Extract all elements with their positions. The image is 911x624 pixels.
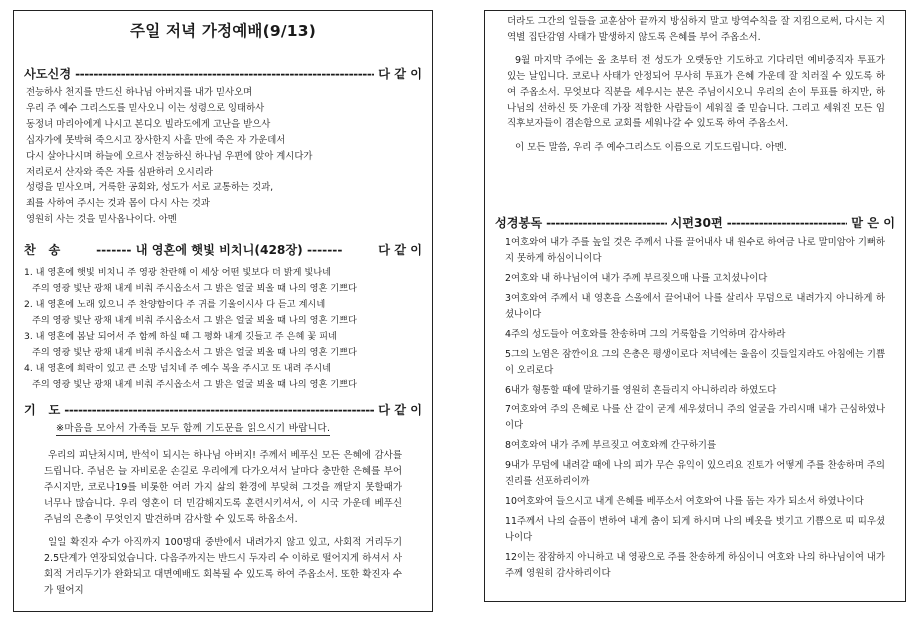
- left-bulletin-page: [13, 10, 433, 612]
- creed-text: [14, 85, 432, 228]
- creed-line: 성령을 믿사오며, 거룩한 공회와, 성도가 서로 교통하는 것과,: [26, 182, 274, 194]
- hymn-label: 찬 송: [24, 243, 61, 258]
- bible-passage: 시편30편: [670, 216, 723, 231]
- creed-label: 사도신경: [24, 67, 72, 81]
- hymn-verse-line: 1. 내 영혼에 햇빛 비치니 주 영광 찬란해 이 세상 어떤 빛보다 더 밝게 빛나네: [24, 267, 332, 279]
- hymn-title: ------- 내 영혼에 햇빛 비치니(428장) -------: [96, 243, 343, 258]
- creed-line: 죄를 사하여 주시는 것과 몸이 다시 사는 것과: [26, 198, 210, 210]
- bible-verse: 9내가 무덤에 내려갈 때에 나의 피가 무슨 유익이 있으리요 진토가 어떻게 주를 찬송하며 주의 진리를 선포하리이까: [505, 460, 885, 488]
- bible-verse: 10여호와여 들으시고 내게 은혜를 베푸소서 여호와여 나를 돕는 자가 되소서 하였나이다: [505, 495, 864, 507]
- prayer-text: [14, 448, 432, 598]
- prayer-reader: 다 같 이: [378, 403, 422, 418]
- creed-line: 십자가에 못박혀 죽으시고 장사한지 사흘 만에 죽은 자 가운데서: [26, 134, 286, 146]
- creed-line: 영원히 사는 것을 믿사옵나이다. 아멘: [26, 214, 177, 226]
- creed-line: 다시 살아나시며 하늘에 오르사 전능하신 하나님 우편에 앉아 계시다가: [26, 150, 313, 162]
- dash-leader: [64, 403, 374, 417]
- bible-verse: 11주께서 나의 슬픔이 변하여 내게 춤이 되게 하시며 나의 베옷을 벗기고 기쁨으로 띠 띠우셨나이다: [505, 515, 885, 543]
- bible-verse: 5그의 노염은 잠깐이요 그의 은총은 평생이로다 저녁에는 울음이 깃들일지라도 아침에는 기쁨이 오리로다: [505, 348, 885, 376]
- prayer-instruction-text: ※마음을 모아서 가족들 모두 함께 기도문을 읽으시기 바랍니다.: [56, 423, 331, 435]
- right-bulletin-page: [484, 10, 906, 602]
- bible-verse: 7여호와여 주의 은혜로 나를 산 같이 굳게 세우셨더니 주의 얼굴을 가리시매 내가 근심하였나이다: [505, 404, 885, 432]
- page-title: 주일 저녁 가정예배(9/13): [130, 22, 316, 40]
- prayer-continued: [485, 14, 905, 156]
- dash-leader: [727, 216, 847, 230]
- hymn-refrain-line: 주의 영광 빛난 광채 내게 비춰 주시옵소서 그 밝은 얼굴 뵈올 때 나의 영혼 기쁘다: [32, 314, 357, 326]
- hymn-refrain-line: 주의 영광 빛난 광채 내게 비춰 주시옵소서 그 밝은 얼굴 뵈올 때 나의 영혼 기쁘다: [32, 346, 357, 358]
- bible-reader: 맡 은 이: [851, 216, 895, 231]
- hymn-verse-line: 2. 내 영혼에 노래 있으니 주 찬양함이다 주 귀를 기울이시사 다 듣고 계시네: [24, 298, 326, 310]
- creed-reader: 다 같 이: [378, 67, 422, 81]
- bible-verse: 4주의 성도들아 여호와를 찬송하며 그의 거룩함을 기억하며 감사하라: [505, 328, 786, 340]
- creed-line: 저리로서 산자와 죽은 자를 심판하러 오시리라: [26, 166, 213, 178]
- prayer-paragraph: 9월 마지막 주에는 올 초부터 전 성도가 오랫동안 기도하고 기다리던 예비중직자 투표가 있는 날입니다. 코로나 사태가 안정되어 무사히 투표가 은혜 가운데 잘 치러질 수 있도록 하여 주옵소서. 무엇보다 직분을 세우시는 분은 주님이시오니 우리의 손이 투표를 하지만, 하나님의 선하신 뜻 가운데 가장 적합한 사람들이 세워질 줄 믿습니다. 그리고 세워진 모든 임직후보자들이 겸손함으로 교회를 세워나갈 수 있도록 하여 주옵소서.: [507, 54, 885, 130]
- prayer-heading: [14, 401, 432, 418]
- hymn-verse-line: 4. 내 영혼에 희락이 있고 큰 소망 넘치네 주 예수 복을 주시고 또 내려 주시네: [24, 362, 332, 374]
- bible-reading-heading: [485, 214, 905, 231]
- creed-line: 동정녀 마리아에게 나시고 본디오 빌라도에게 고난을 받으사: [26, 118, 271, 130]
- bible-reading-label: 성경봉독: [495, 216, 543, 231]
- bible-verse: 1여호와여 내가 주를 높일 것은 주께서 나를 끌어내사 내 원수로 하여금 나로 말미암아 기뻐하지 못하게 하심이니이다: [505, 237, 885, 265]
- bible-verse: 3여호와여 주께서 내 영혼을 스올에서 끌어내어 나를 살리사 무덤으로 내려가지 아니하게 하셨나이다: [505, 292, 885, 320]
- bible-verse: 6내가 형통할 때에 말하기를 영원히 흔들리지 아니하리라 하였도다: [505, 384, 777, 396]
- prayer-label: 기 도: [24, 403, 61, 418]
- hymn-refrain-line: 주의 영광 빛난 광채 내게 비춰 주시옵소서 그 밝은 얼굴 뵈올 때 나의 영혼 기쁘다: [32, 283, 357, 295]
- creed-line: 전능하사 천지를 만드신 하나님 아버지를 내가 믿사오며: [26, 87, 253, 98]
- bible-verse: 8여호와여 내가 주께 부르짖고 여호와께 간구하기를: [505, 440, 717, 452]
- prayer-instruction: [14, 420, 432, 434]
- prayer-paragraph: 더라도 그간의 일들을 교훈삼아 끝까지 방심하지 말고 방역수칙을 잘 지킴으로써, 다시는 지역별 집단감염 사태가 발생하지 않도록 은혜를 부어 주옵소서.: [507, 16, 885, 43]
- hymn-lyrics: [14, 265, 432, 392]
- creed-line: 우리 주 예수 그리스도를 믿사오니 이는 성령으로 잉태하사: [26, 102, 265, 114]
- prayer-closing: 이 모든 말씀, 우리 주 예수그리스도 이름으로 기도드립니다. 아멘.: [515, 142, 787, 154]
- creed-heading: [14, 65, 432, 82]
- bible-verse: 2여호와 내 하나님이여 내가 주께 부르짖으매 나를 고치셨나이다: [505, 273, 768, 285]
- hymn-verse-line: 3. 내 영혼에 봄날 되어서 주 함께 하실 때 그 평화 내게 깃들고 주 은혜 꽃 피네: [24, 330, 337, 342]
- hymn-refrain-line: 주의 영광 빛난 광채 내게 비춰 주시옵소서 그 밝은 얼굴 뵈올 때 나의 영혼 기쁘다: [32, 378, 357, 390]
- bible-verse: 12이는 잠잠하지 아니하고 내 영광으로 주를 찬송하게 하심이니 여호와 나의 하나님이여 내가 주께 영원히 감사하리이다: [505, 551, 885, 579]
- dash-leader: [546, 216, 666, 230]
- dash-leader: [75, 67, 374, 81]
- bible-verses: [485, 235, 905, 581]
- prayer-paragraph: 일일 확진자 수가 아직까지 100명대 중반에서 내려가지 않고 있고, 사회적 거리두기2.5단계가 연장되었습니다. 다음주까지는 반드시 두자리 수 이하로 떨어지게 하셔서 사회적 거리두기가 완화되고 대면예배도 회복될 수 있도록 하여 주옵소서. 또한 확진자 수가 떨어지: [44, 536, 402, 596]
- prayer-paragraph: 우리의 피난처시며, 반석이 되시는 하나님 아버지! 주께서 베푸신 모든 은혜에 감사를 드립니다. 주님은 늘 자비로운 손길로 우리에게 다가오셔서 날마다 충만한 은혜를 부어주시지만, 코로나19를 비롯한 여러 가지 삶의 환경에 부딪혀 그것을 깨닫지 못할때가 너무나 많습니다. 우리 영혼이 더 민감해지도록 훈련시키셔서, 이 시국 가운데 베푸신 주님의 은총이 무엇인지 발견하며 감사할 수 있도록 하옵소서.: [44, 450, 402, 526]
- hymn-singer: 다 같 이: [378, 243, 422, 258]
- hymn-heading: [14, 241, 432, 258]
